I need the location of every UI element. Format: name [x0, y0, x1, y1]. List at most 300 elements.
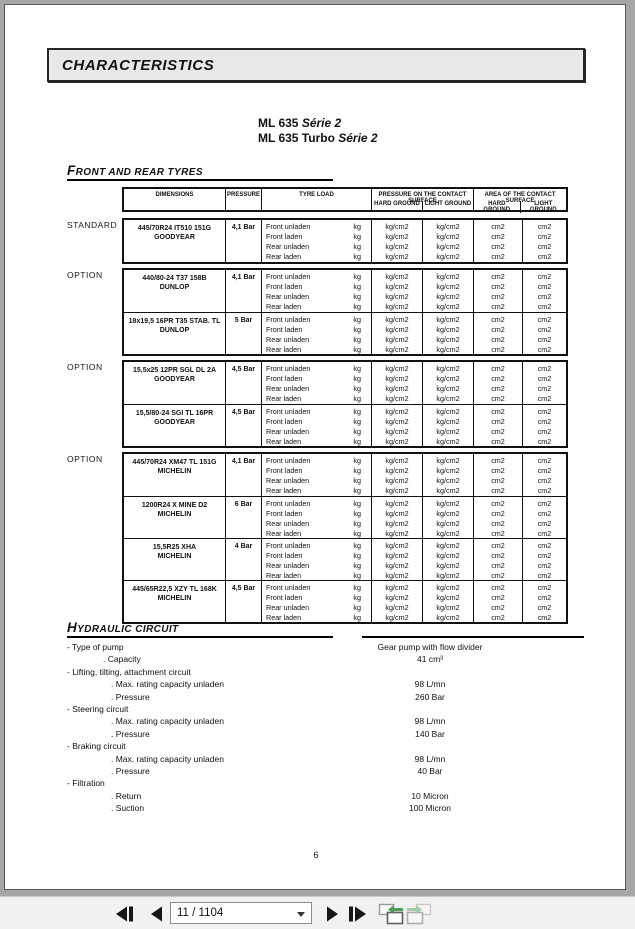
tyre-row	[124, 404, 566, 446]
load-row	[262, 335, 371, 345]
unit-value: cm2	[537, 417, 552, 426]
load-row-unit: kg	[353, 551, 361, 560]
tyre-row	[124, 496, 566, 538]
load-row-unit: kg	[353, 374, 361, 383]
load-row-label: Rear unladen	[266, 335, 310, 344]
hydraulic-list	[67, 641, 587, 814]
unit-value: cm2	[491, 335, 505, 344]
unit-value: cm2	[537, 232, 552, 241]
page-indicator: 11 / 1104	[177, 907, 224, 919]
load-row	[262, 466, 371, 476]
hydraulic-item-value: 100 Micron	[408, 803, 452, 814]
hydraulic-item-label: . Capacity	[103, 654, 141, 665]
unit-value: kg/cm2	[385, 593, 409, 602]
tyre-dimension-line: DUNLOP	[159, 284, 190, 291]
tyre-dimension-line: 445/65R22,5 XZY TL 168K	[132, 586, 217, 593]
load-row-label: Front unladen	[266, 541, 311, 550]
pressure-light-ground-cell	[422, 220, 473, 262]
load-row-label: Front laden	[266, 509, 303, 518]
unit-value: kg/cm2	[385, 364, 409, 373]
unit-value: cm2	[491, 292, 505, 301]
unit-value: kg/cm2	[385, 315, 409, 324]
load-row	[262, 242, 371, 252]
load-row	[262, 551, 371, 561]
pressure-light-ground-cell	[422, 454, 473, 496]
unit-value: kg/cm2	[385, 292, 409, 301]
last-page-button[interactable]	[344, 901, 370, 927]
tyre-dimension-line: 15,5x25 12PR SGL DL 2A	[132, 367, 216, 374]
unit-value: cm2	[537, 529, 552, 538]
pressure-light-ground-cell	[422, 497, 473, 538]
unit-value: cm2	[537, 499, 552, 508]
unit-value: cm2	[491, 272, 505, 281]
tyre-group	[67, 360, 568, 448]
pressure-light-ground-cell	[422, 581, 473, 622]
load-row	[262, 384, 371, 394]
hydraulic-item-label: - Steering circuit	[67, 703, 129, 714]
hydraulic-item-label: . Pressure	[111, 728, 150, 739]
unit-value: cm2	[537, 541, 552, 550]
unit-value: kg/cm2	[385, 486, 409, 495]
load-row-label: Front laden	[266, 232, 303, 241]
load-row	[262, 222, 371, 232]
pressure-hard-ground-cell	[371, 270, 422, 312]
tyre-load-cell	[261, 405, 371, 446]
pressure-hard-ground-cell	[371, 581, 422, 622]
load-row-label: Front unladen	[266, 315, 311, 324]
tyre-dimensions	[124, 220, 225, 262]
area-hard-ground-cell	[473, 362, 522, 404]
load-row-label: Rear laden	[266, 302, 302, 311]
hydraulic-item-value: 140 Bar	[415, 728, 445, 739]
load-row	[262, 325, 371, 335]
unit-value: cm2	[537, 427, 552, 436]
hydraulic-item-value: 40 Bar	[417, 765, 443, 776]
unit-value: cm2	[491, 252, 505, 261]
load-row-label: Rear laden	[266, 345, 302, 354]
load-row-label: Rear laden	[266, 613, 302, 622]
load-row-label: Front laden	[266, 282, 303, 291]
hydraulic-item-label: . Suction	[111, 803, 145, 814]
tyre-row	[124, 454, 566, 496]
load-row	[262, 364, 371, 374]
load-row-unit: kg	[353, 437, 361, 446]
load-row	[262, 603, 371, 613]
load-row	[262, 437, 371, 447]
unit-value: cm2	[491, 551, 505, 560]
unit-value: kg/cm2	[436, 364, 460, 373]
unit-value: kg/cm2	[436, 561, 460, 570]
tyre-dimension-line: 15,5/80-24 SGI TL 16PR	[135, 410, 214, 417]
area-light-ground-cell	[522, 270, 566, 312]
load-row	[262, 571, 371, 581]
unit-value: kg/cm2	[436, 519, 460, 528]
tyre-group	[67, 218, 568, 264]
tyre-row	[124, 538, 566, 580]
unit-value: kg/cm2	[436, 427, 460, 436]
hydraulic-item	[67, 802, 587, 814]
load-row-unit: kg	[353, 593, 361, 602]
hydraulic-item-label: - Lifting, tilting, attachment circuit	[67, 666, 191, 677]
unit-value: cm2	[491, 384, 505, 393]
unit-value: kg/cm2	[436, 394, 460, 403]
load-row-unit: kg	[353, 529, 361, 538]
tyre-load-cell	[261, 497, 371, 538]
tyre-dimension-line: MICHELIN	[157, 595, 192, 602]
next-view-button[interactable]	[406, 901, 432, 927]
load-row-unit: kg	[353, 384, 361, 393]
area-light-ground-cell	[522, 539, 566, 580]
load-row-unit: kg	[353, 613, 361, 622]
unit-value: kg/cm2	[436, 541, 460, 550]
unit-value: kg/cm2	[385, 335, 409, 344]
hydraulic-item-label: . Max. rating capacity unladen	[111, 753, 224, 764]
hydraulic-item-label: . Pressure	[111, 765, 150, 776]
unit-value: kg/cm2	[385, 282, 409, 291]
model-line: ML 635 Turbo Série 2	[258, 131, 378, 145]
load-row-label: Rear unladen	[266, 384, 310, 393]
hydraulic-item	[67, 666, 587, 678]
load-row-unit: kg	[353, 335, 361, 344]
unit-value: kg/cm2	[385, 407, 409, 416]
area-hard-ground-cell	[473, 270, 522, 312]
tyre-dimension-line: DUNLOP	[159, 327, 190, 334]
unit-value: cm2	[537, 603, 552, 612]
tyre-row	[124, 312, 566, 354]
load-row-label: Rear laden	[266, 252, 302, 261]
unit-value: cm2	[491, 437, 505, 446]
unit-value: kg/cm2	[436, 593, 460, 602]
model-names	[258, 116, 378, 146]
hydraulic-item	[67, 777, 587, 789]
unit-value: cm2	[491, 232, 505, 241]
unit-value: kg/cm2	[436, 222, 460, 231]
area-light-ground-cell	[522, 454, 566, 496]
previous-page-icon	[150, 906, 163, 922]
load-row-unit: kg	[353, 519, 361, 528]
load-row-label: Rear unladen	[266, 427, 310, 436]
load-row-unit: kg	[353, 252, 361, 261]
unit-value: kg/cm2	[436, 407, 460, 416]
load-row	[262, 302, 371, 312]
unit-value: cm2	[537, 437, 552, 446]
tyre-block	[122, 360, 568, 448]
tyre-pressure: 4,5 Bar	[225, 581, 261, 622]
unit-value: cm2	[537, 282, 552, 291]
page-number-combobox[interactable]	[170, 902, 312, 924]
unit-value: kg/cm2	[436, 335, 460, 344]
unit-value: cm2	[491, 583, 505, 592]
unit-value: cm2	[491, 427, 505, 436]
load-row	[262, 345, 371, 355]
unit-value: cm2	[491, 222, 505, 231]
previous-view-icon	[378, 903, 404, 926]
load-row	[262, 292, 371, 302]
divider	[362, 636, 584, 638]
unit-value: kg/cm2	[436, 456, 460, 465]
load-row-unit: kg	[353, 282, 361, 291]
unit-value: cm2	[491, 456, 505, 465]
hydraulic-item-label: . Max. rating capacity unladen	[111, 716, 224, 727]
load-row-label: Rear laden	[266, 486, 302, 495]
unit-value: kg/cm2	[385, 374, 409, 383]
unit-value: cm2	[491, 603, 505, 612]
unit-value: cm2	[537, 272, 552, 281]
tyre-pressure: 4,1 Bar	[225, 454, 261, 496]
load-row-unit: kg	[353, 325, 361, 334]
first-page-icon	[115, 906, 134, 922]
tyre-availability-label: OPTION	[67, 270, 103, 280]
unit-value: kg/cm2	[436, 242, 460, 251]
page-title: CHARACTERISTICS	[62, 56, 215, 74]
unit-value: cm2	[537, 456, 552, 465]
pressure-hard-ground-cell	[371, 405, 422, 446]
previous-page-button[interactable]	[143, 901, 169, 927]
hydraulic-item-label: - Filtration	[67, 778, 105, 789]
previous-view-button[interactable]	[378, 901, 404, 927]
hydraulic-item	[67, 678, 587, 690]
unit-value: cm2	[537, 242, 552, 251]
unit-value: kg/cm2	[436, 384, 460, 393]
unit-value: cm2	[537, 302, 552, 311]
load-row-unit: kg	[353, 345, 361, 354]
unit-value: kg/cm2	[385, 252, 409, 261]
load-row-label: Rear laden	[266, 394, 302, 403]
tyre-dimensions	[124, 313, 225, 354]
unit-value: cm2	[537, 593, 552, 602]
load-row-unit: kg	[353, 272, 361, 281]
column-header-light-ground: LIGHT GROUND	[520, 201, 567, 213]
load-row-unit: kg	[353, 499, 361, 508]
hydraulic-item	[67, 641, 587, 653]
hydraulic-item-label: . Max. rating capacity unladen	[111, 679, 224, 690]
tyre-dimension-line: MICHELIN	[157, 553, 192, 560]
tyre-dimension-line: 18x19,5 16PR T35 STAB. TL	[128, 318, 221, 325]
unit-value: kg/cm2	[385, 272, 409, 281]
unit-value: cm2	[491, 315, 505, 324]
load-row	[262, 593, 371, 603]
pressure-light-ground-cell	[422, 539, 473, 580]
tyre-load-cell	[261, 270, 371, 312]
tyre-dimension-line: 15,5R25 XHA	[152, 544, 197, 551]
unit-value: kg/cm2	[436, 571, 460, 580]
unit-value: cm2	[537, 364, 552, 373]
area-light-ground-cell	[522, 405, 566, 446]
tyre-table-header	[122, 187, 568, 212]
tyre-block	[122, 218, 568, 264]
load-row-unit: kg	[353, 315, 361, 324]
column-header-hard-ground: HARD GROUND	[374, 201, 420, 207]
unit-value: kg/cm2	[436, 466, 460, 475]
unit-value: kg/cm2	[385, 509, 409, 518]
load-row-label: Rear unladen	[266, 519, 310, 528]
hydraulic-item	[67, 753, 587, 765]
load-row	[262, 394, 371, 404]
first-page-button[interactable]	[111, 901, 137, 927]
area-light-ground-cell	[522, 581, 566, 622]
unit-value: kg/cm2	[436, 272, 460, 281]
tyre-dimensions	[124, 497, 225, 538]
pressure-hard-ground-cell	[371, 454, 422, 496]
tyre-dimension-line: GOODYEAR	[154, 376, 195, 383]
unit-value: cm2	[537, 325, 552, 334]
hydraulic-item	[67, 691, 587, 703]
pressure-hard-ground-cell	[371, 220, 422, 262]
load-row-label: Rear unladen	[266, 603, 310, 612]
load-row-unit: kg	[353, 603, 361, 612]
unit-value: cm2	[537, 519, 552, 528]
load-row-label: Front laden	[266, 374, 303, 383]
last-page-icon	[348, 906, 367, 922]
unit-value: kg/cm2	[436, 529, 460, 538]
area-light-ground-cell	[522, 313, 566, 354]
unit-value: kg/cm2	[436, 476, 460, 485]
unit-value: cm2	[537, 613, 552, 622]
unit-value: cm2	[537, 476, 552, 485]
load-row	[262, 541, 371, 551]
load-row-unit: kg	[353, 541, 361, 550]
tyre-dimension-line: GOODYEAR	[154, 234, 195, 241]
column-header-tyre-load: TYRE LOAD	[261, 189, 371, 210]
toolbar	[0, 896, 635, 929]
tyres-section-heading: FRONT AND REAR TYRES	[67, 163, 333, 181]
load-row-label: Front unladen	[266, 272, 311, 281]
unit-value: kg/cm2	[436, 603, 460, 612]
unit-value: cm2	[491, 302, 505, 311]
next-page-icon	[326, 906, 339, 922]
tyre-pressure: 4,5 Bar	[225, 405, 261, 446]
load-row-unit: kg	[353, 292, 361, 301]
hydraulic-item-label: . Pressure	[111, 691, 150, 702]
unit-value: kg/cm2	[436, 252, 460, 261]
unit-value: cm2	[537, 466, 552, 475]
unit-value: cm2	[491, 374, 505, 383]
tyre-pressure: 4,5 Bar	[225, 362, 261, 404]
tyre-pressure: 4 Bar	[225, 539, 261, 580]
unit-value: kg/cm2	[385, 302, 409, 311]
tyre-dimensions	[124, 405, 225, 446]
tyre-dimensions	[124, 362, 225, 404]
load-row-label: Front unladen	[266, 364, 311, 373]
chevron-down-icon	[297, 912, 305, 917]
unit-value: cm2	[491, 364, 505, 373]
hydraulic-item-label: - Braking circuit	[67, 741, 126, 752]
load-row-label: Rear laden	[266, 529, 302, 538]
unit-value: cm2	[537, 571, 552, 580]
load-row-unit: kg	[353, 466, 361, 475]
unit-value: cm2	[491, 613, 505, 622]
load-row-unit: kg	[353, 242, 361, 251]
tyre-group	[67, 452, 568, 624]
load-row	[262, 252, 371, 262]
load-row	[262, 583, 371, 593]
tyre-load-cell	[261, 454, 371, 496]
tyre-block	[122, 268, 568, 356]
unit-value: kg/cm2	[385, 456, 409, 465]
area-hard-ground-cell	[473, 313, 522, 354]
hydraulic-item-label: . Return	[111, 790, 142, 801]
column-header-light-ground: LIGHT GROUND	[422, 201, 473, 210]
tyre-dimension-line: 440/80-24 T37 158B	[142, 275, 207, 282]
tyre-load-cell	[261, 220, 371, 262]
unit-value: kg/cm2	[385, 325, 409, 334]
load-row-label: Front laden	[266, 466, 303, 475]
load-row	[262, 486, 371, 496]
load-row-label: Front unladen	[266, 583, 311, 592]
unit-value: cm2	[537, 384, 552, 393]
tyre-dimensions	[124, 581, 225, 622]
load-row	[262, 456, 371, 466]
unit-value: cm2	[537, 551, 552, 560]
unit-value: cm2	[537, 315, 552, 324]
load-row	[262, 272, 371, 282]
unit-value: cm2	[537, 292, 552, 301]
area-hard-ground-cell	[473, 581, 522, 622]
unit-value: kg/cm2	[436, 437, 460, 446]
hydraulic-item-value: 41 cm³	[417, 654, 443, 665]
load-row-label: Front laden	[266, 417, 303, 426]
tyre-block	[122, 452, 568, 624]
load-row-unit: kg	[353, 427, 361, 436]
unit-value: kg/cm2	[436, 345, 460, 354]
unit-value: cm2	[491, 417, 505, 426]
unit-value: cm2	[491, 519, 505, 528]
tyre-table	[67, 187, 568, 628]
area-hard-ground-cell	[473, 497, 522, 538]
unit-value: kg/cm2	[436, 417, 460, 426]
load-row-label: Rear unladen	[266, 292, 310, 301]
next-page-button[interactable]	[319, 901, 345, 927]
unit-value: kg/cm2	[385, 232, 409, 241]
hydraulic-item-label: - Type of pump	[67, 642, 124, 652]
tyre-row	[124, 270, 566, 312]
page-number: 6	[313, 850, 319, 861]
area-light-ground-cell	[522, 497, 566, 538]
load-row-unit: kg	[353, 486, 361, 495]
unit-value: kg/cm2	[385, 242, 409, 251]
unit-value: cm2	[491, 242, 505, 251]
hydraulic-item	[67, 715, 587, 727]
hydraulic-item	[67, 728, 587, 740]
pressure-light-ground-cell	[422, 270, 473, 312]
tyre-dimensions	[124, 270, 225, 312]
load-row-unit: kg	[353, 364, 361, 373]
column-header-dimensions: DIMENSIONS	[155, 192, 194, 198]
unit-value: kg/cm2	[385, 499, 409, 508]
tyre-dimension-line: 445/70R24 IT510 151G	[137, 225, 212, 232]
tyre-availability-label: OPTION	[67, 454, 103, 464]
load-row-label: Front unladen	[266, 222, 311, 231]
load-row-unit: kg	[353, 407, 361, 416]
unit-value: cm2	[491, 541, 505, 550]
load-row-unit: kg	[353, 232, 361, 241]
unit-value: kg/cm2	[436, 509, 460, 518]
unit-value: kg/cm2	[385, 417, 409, 426]
unit-value: kg/cm2	[385, 541, 409, 550]
unit-value: cm2	[491, 571, 505, 580]
tyre-group	[67, 268, 568, 356]
hydraulic-item	[67, 653, 587, 665]
load-row-unit: kg	[353, 583, 361, 592]
unit-value: cm2	[491, 486, 505, 495]
load-row-label: Rear laden	[266, 437, 302, 446]
load-row	[262, 509, 371, 519]
pressure-light-ground-cell	[422, 313, 473, 354]
tyre-load-cell	[261, 581, 371, 622]
unit-value: cm2	[491, 509, 505, 518]
document-page	[4, 4, 626, 890]
unit-value: cm2	[537, 486, 552, 495]
